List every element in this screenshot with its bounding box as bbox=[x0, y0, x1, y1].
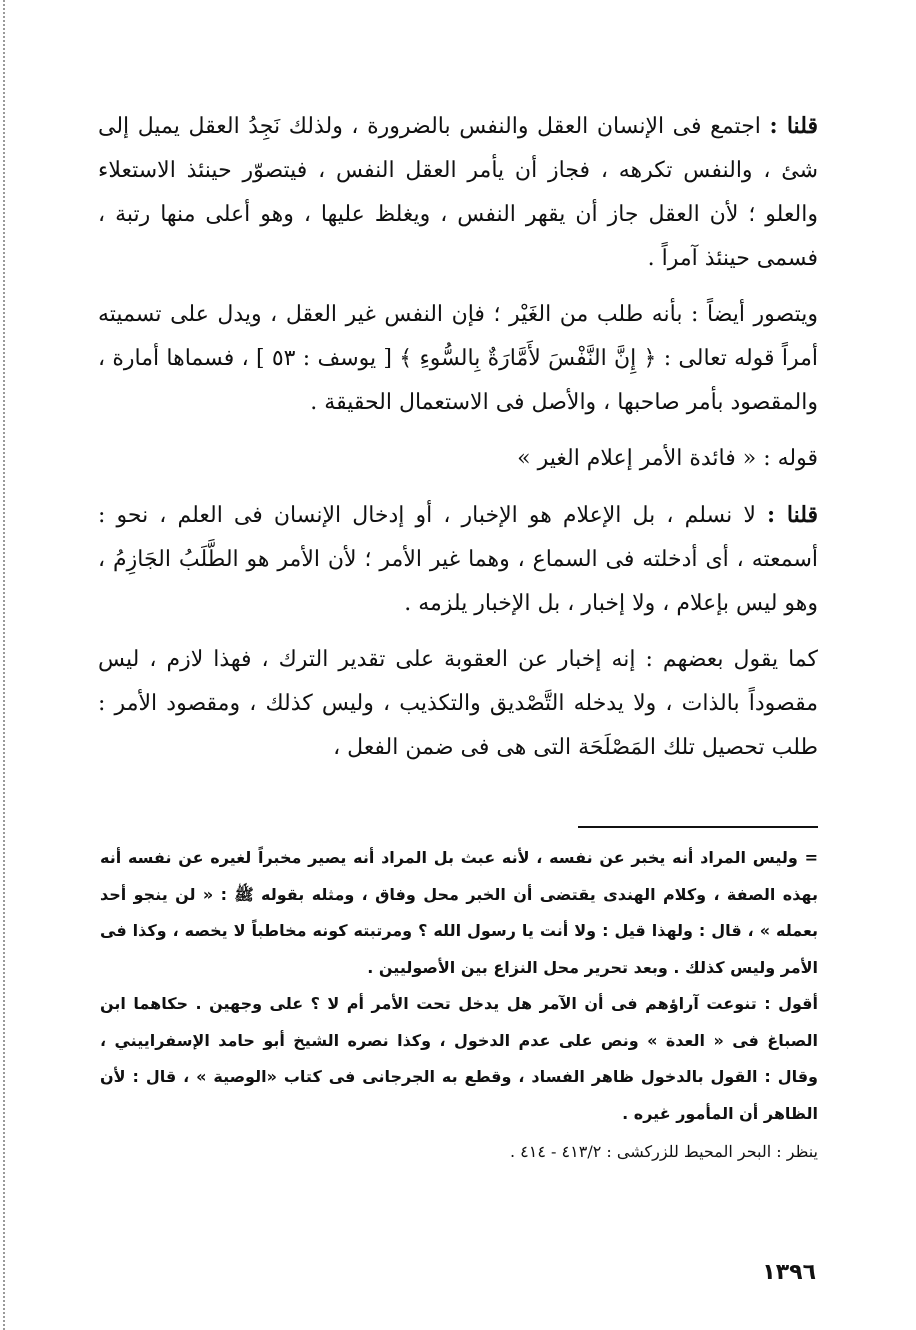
paragraph-1 bbox=[98, 104, 818, 281]
paragraph-2-text: ويتصور أيضاً : بأنه طلب من الغَيْر ؛ فإن النفس غير العقل ، ويدل على تسميته أمراً قوله تعالى : ﴿ إِنَّ النَّفْسَ لأَمَّارَةٌ بِالسُّوءِ ﴾ [ يوسف : ٥٣ ] ، فسماها أمارة ، والمقصود بأمر صاحبها ، والأصل فى الاستعمال الحقيقة . bbox=[98, 302, 818, 415]
page-edge-dotted-line bbox=[3, 0, 5, 1330]
footnotes-block bbox=[100, 840, 818, 1171]
footnote-separator-rule bbox=[578, 826, 818, 828]
main-text-block bbox=[98, 104, 818, 770]
paragraph-2 bbox=[98, 293, 818, 425]
paragraph-1-text: اجتمع فى الإنسان العقل والنفس بالضرورة ، ولذلك نَجِدُ العقل يميل إلى شئ ، والنفس تكرهه ، فجاز أن يأمر العقل النفس ، فيتصوّر حينئذ الاستعلاء والعلو ؛ لأن العقل جاز أن يقهر النفس ، ويغلظ عليها ، وهو أعلى منها رتبة ، فسمى حينئذ آمراً . bbox=[98, 114, 818, 271]
paragraph-5 bbox=[98, 638, 818, 770]
paragraph-4-text: لا نسلم ، بل الإعلام هو الإخبار ، أو إدخال الإنسان فى العلم ، نحو : أسمعته ، أى أدخلته فى السماع ، وهما غير الأمر ؛ لأن الأمر هو الطَّلَبُ الجَازِمُ ، وهو ليس بإعلام ، ولا إخبار ، بل الإخبار يلزمه . bbox=[98, 503, 818, 616]
body-text bbox=[98, 104, 818, 770]
footnote-1: = وليس المراد أنه يخبر عن نفسه ، لأنه عبث بل المراد أنه يصير مخبراً لغيره عن نفسه أنه بهذه الصفة ، وكلام الهندى يقتضى أن الخبر محل وفاق ، ومثله بقوله ﷺ : « لن ينجو أحد بعمله » ، قال : ولهذا قيل : ولا أنت يا رسول الله ؟ ومرتبته كونه مخاطباً لا يخصه ، وكذا فى الأمر وليس كذلك . وبعد تحرير محل النزاع بين الأصوليين . bbox=[100, 848, 818, 977]
paragraph-4 bbox=[98, 493, 818, 626]
paragraph-3-text: قوله : « فائدة الأمر إعلام الغير » bbox=[517, 446, 818, 471]
paragraph-3 bbox=[98, 437, 818, 481]
footnote-2: أقول : تنوعت آراؤهم فى أن الآمر هل يدخل تحت الأمر أم لا ؟ على وجهين . حكاهما ابن الصباغ فى « العدة » ونص على عدم الدخول ، وكذا نصره الشيخ أبو حامد الإسفراييني ، وقال : القول بالدخول ظاهر الفساد ، وقطع به الجرجانى فى كتاب «الوصية » ، قال : لأن الظاهر أن المأمور غيره . bbox=[100, 994, 818, 1123]
paragraph-5-text: كما يقول بعضهم : إنه إخبار عن العقوبة على تقدير الترك ، فهذا لازم ، ليس مقصوداً بالذات ، ولا يدخله التَّصْديق والتكذيب ، وليس كذلك ، ومقصود الأمر : طلب تحصيل تلك المَصْلَحَة التى هى فى ضمن الفعل ، bbox=[98, 647, 818, 760]
footnote-reference: ينظر : البحر المحيط للزركشى : ٤١٣/٢ - ٤١٤ . bbox=[510, 1142, 818, 1161]
paragraph-4-lead: قلنا : bbox=[766, 502, 819, 528]
paragraph-1-lead: قلنا : bbox=[769, 113, 818, 139]
page-number: ١٣٩٦ bbox=[762, 1260, 816, 1285]
